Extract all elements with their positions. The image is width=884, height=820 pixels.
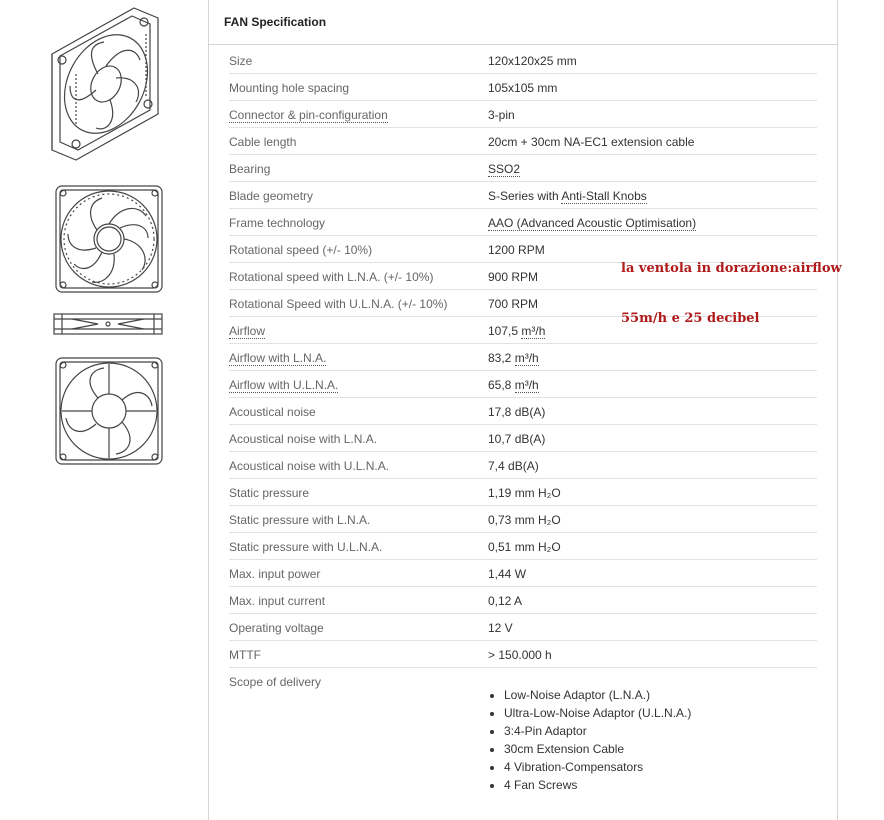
unit-link[interactable]: m³/h	[521, 324, 546, 338]
spec-value	[488, 189, 647, 203]
spec-label: Rotational speed (+/- 10%)	[229, 243, 373, 257]
list-item: • 4 Fan Screws	[504, 776, 691, 794]
spec-label: Cable length	[229, 135, 297, 149]
value-number: 65,8	[488, 378, 515, 392]
spec-value: 7,4 dB(A)	[488, 459, 539, 473]
spec-row-mttf	[229, 641, 817, 668]
fan-front-view-image[interactable]	[54, 184, 164, 294]
spec-label: Acoustical noise	[229, 405, 316, 419]
spec-label: Scope of delivery	[229, 675, 322, 689]
spec-value: 1200 RPM	[488, 243, 545, 257]
spec-value: 900 RPM	[488, 270, 539, 284]
spec-row-max-input-power	[229, 560, 817, 587]
unit-link[interactable]: m³/h	[514, 351, 539, 365]
spec-label: Blade geometry	[229, 189, 314, 203]
spec-label: Acoustical noise with L.N.A.	[229, 432, 378, 446]
spec-table	[229, 47, 817, 808]
spec-value: 0,12 A	[488, 594, 523, 608]
spec-label: Max. input current	[229, 594, 326, 608]
spec-label: Bearing	[229, 162, 271, 176]
spec-row-bearing	[229, 155, 817, 182]
value-prefix: S-Series with	[488, 189, 562, 203]
spec-label: Acoustical noise with U.L.N.A.	[229, 459, 390, 473]
fan-back-view-image[interactable]	[54, 356, 164, 466]
panel-header	[209, 0, 837, 45]
spec-row-airflow-lna	[229, 344, 817, 371]
spec-row-acoustical-noise-lna	[229, 425, 817, 452]
spec-value	[488, 351, 539, 365]
spec-value: 12 V	[488, 621, 513, 635]
spec-value: 10,7 dB(A)	[488, 432, 546, 446]
spec-value: 105x105 mm	[488, 81, 558, 95]
list-item: • Ultra-Low-Noise Adaptor (U.L.N.A.)	[504, 704, 691, 722]
fan-side-view-image[interactable]	[52, 312, 164, 336]
spec-value: 1,44 W	[488, 567, 527, 581]
spec-value: 0,51 mm H₂O	[488, 540, 561, 554]
spec-value: 700 RPM	[488, 297, 539, 311]
spec-row-acoustical-noise	[229, 398, 817, 425]
list-item: • 4 Vibration-Compensators	[504, 758, 691, 776]
spec-row-acoustical-noise-ulna	[229, 452, 817, 479]
value-number: 107,5	[488, 324, 522, 338]
fan-specification-panel	[208, 0, 838, 820]
airflow-info-link[interactable]: Airflow	[229, 324, 266, 338]
fan-angled-view-image[interactable]	[46, 4, 170, 164]
fan-image-column	[0, 0, 208, 800]
airflow-lna-info-link[interactable]: Airflow with L.N.A.	[229, 351, 327, 365]
spec-value: 120x120x25 mm	[488, 54, 577, 68]
spec-row-cable-length	[229, 128, 817, 155]
spec-label: Frame technology	[229, 216, 326, 230]
spec-label: Static pressure	[229, 486, 310, 500]
list-item: • 30cm Extension Cable	[504, 740, 691, 758]
spec-row-connector	[229, 101, 817, 128]
spec-value	[488, 378, 539, 392]
spec-label: Mounting hole spacing	[229, 81, 350, 95]
spec-row-blade-geometry	[229, 182, 817, 209]
spec-label: Max. input power	[229, 567, 321, 581]
spec-label: Size	[229, 54, 253, 68]
bearing-info-link[interactable]: SSO2	[488, 162, 521, 176]
annotation-line-2: 55m/h e 25 decibel	[621, 311, 760, 326]
anti-stall-knobs-link[interactable]: Anti-Stall Knobs	[561, 189, 647, 203]
spec-row-scope-of-delivery	[229, 668, 817, 808]
spec-row-static-pressure-lna	[229, 506, 817, 533]
value-number: 83,2	[488, 351, 515, 365]
spec-row-operating-voltage	[229, 614, 817, 641]
unit-link[interactable]: m³/h	[514, 378, 539, 392]
scope-list	[488, 686, 691, 794]
list-item: • Low-Noise Adaptor (L.N.A.)	[504, 686, 691, 704]
spec-value: 0,73 mm H₂O	[488, 513, 561, 527]
connector-info-link[interactable]: Connector & pin-configuration	[229, 108, 388, 122]
aao-info-link[interactable]: AAO (Advanced Acoustic Optimisation)	[488, 216, 697, 230]
spec-label: Rotational Speed with U.L.N.A. (+/- 10%)	[229, 297, 448, 311]
spec-label: Static pressure with L.N.A.	[229, 513, 371, 527]
spec-row-static-pressure-ulna	[229, 533, 817, 560]
spec-row-mounting-hole-spacing	[229, 74, 817, 101]
spec-row-static-pressure	[229, 479, 817, 506]
spec-label: Static pressure with U.L.N.A.	[229, 540, 383, 554]
spec-value: 1,19 mm H₂O	[488, 486, 561, 500]
spec-label: Rotational speed with L.N.A. (+/- 10%)	[229, 270, 434, 284]
spec-row-size	[229, 47, 817, 74]
list-item: • 3:4-Pin Adaptor	[504, 722, 691, 740]
spec-value: 3-pin	[488, 108, 515, 122]
spec-value	[488, 324, 545, 338]
spec-label: Operating voltage	[229, 621, 324, 635]
spec-row-rotational-speed	[229, 236, 817, 263]
spec-row-airflow-ulna	[229, 371, 817, 398]
panel-title: FAN Specification	[224, 15, 327, 29]
spec-row-max-input-current	[229, 587, 817, 614]
annotation-line-1: la ventola in dorazione:airflow	[621, 261, 842, 276]
spec-value: > 150.000 h	[488, 648, 552, 662]
airflow-ulna-info-link[interactable]: Airflow with U.L.N.A.	[229, 378, 339, 392]
spec-label: MTTF	[229, 648, 261, 662]
spec-value: 17,8 dB(A)	[488, 405, 546, 419]
spec-row-frame-technology	[229, 209, 817, 236]
spec-value: 20cm + 30cm NA-EC1 extension cable	[488, 135, 695, 149]
